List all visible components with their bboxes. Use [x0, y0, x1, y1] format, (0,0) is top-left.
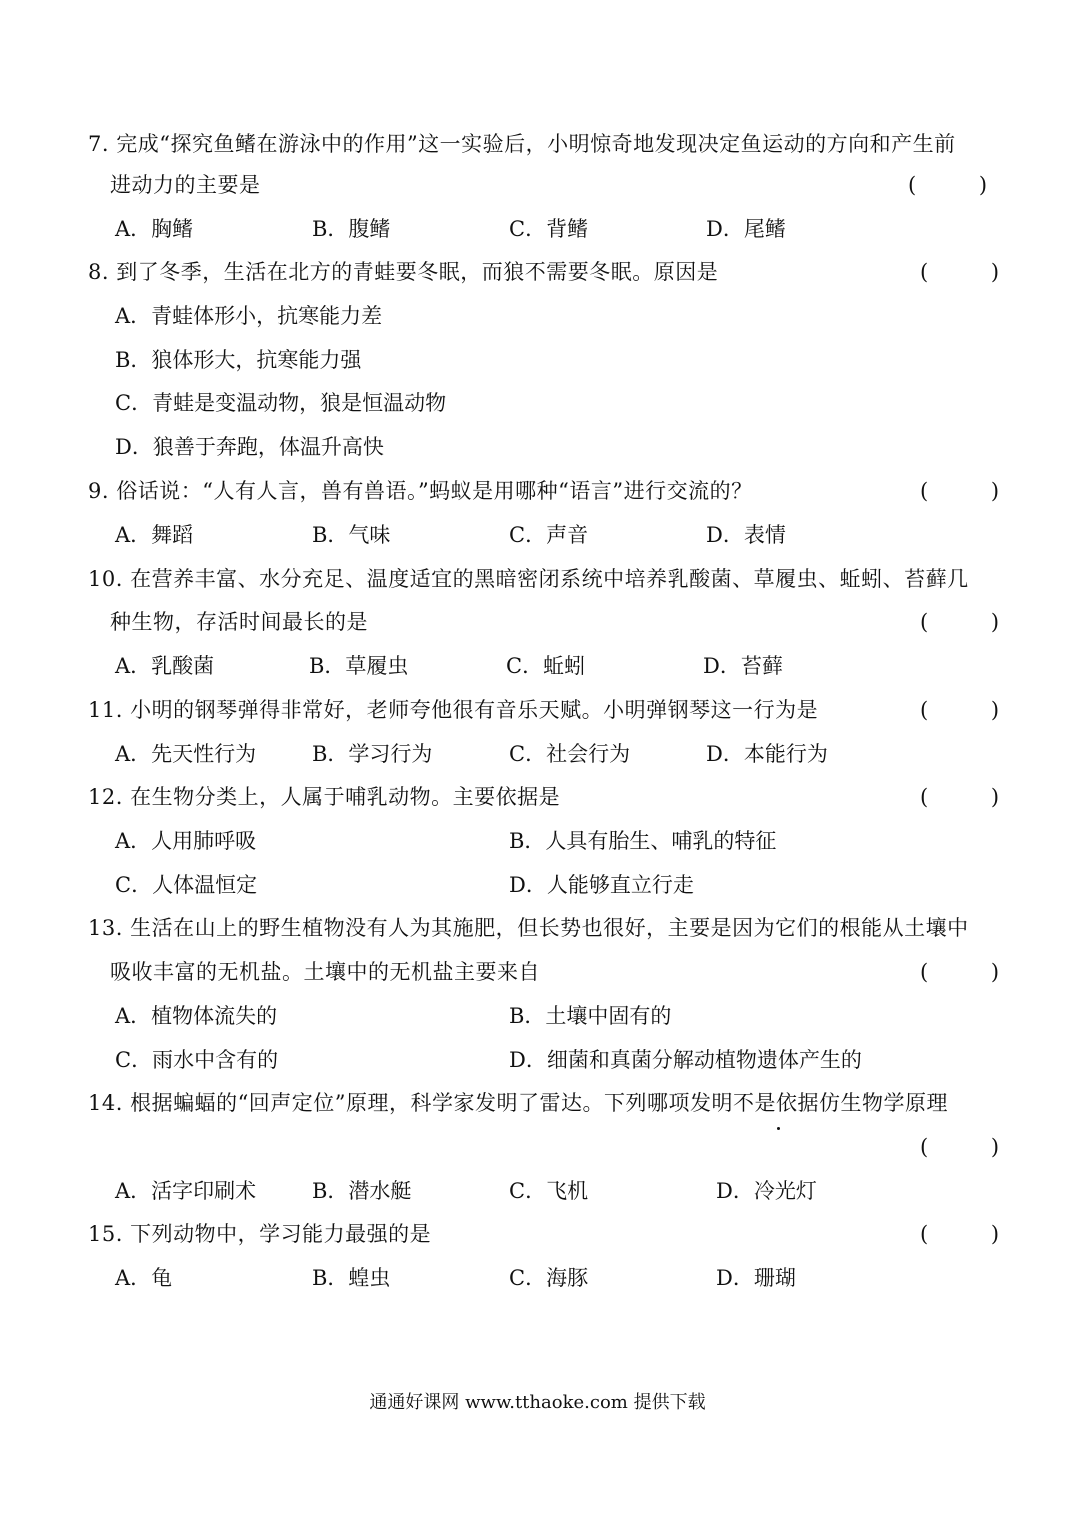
question-9-options: [0, 515, 1075, 555]
option-a: A．活字印刷术: [115, 1179, 257, 1203]
question-13-answer-blank: ( ): [920, 960, 1028, 984]
question-11-stem: 11. 小明的钢琴弹得非常好，老师夸他很有音乐天赋。小明弹钢琴这一行为是: [88, 698, 819, 722]
option-d: D．细菌和真菌分解动植物遗体产生的: [509, 1048, 862, 1072]
option-c: C．飞机: [509, 1179, 589, 1203]
question-7-stem-line: [0, 124, 1075, 164]
question-13-options-row-1: [0, 996, 1075, 1036]
page-footer: 通通好课网 www.tthaoke.com 提供下载: [369, 1392, 706, 1413]
option-c: C．社会行为: [509, 742, 631, 766]
option-c: C．蚯蚓: [506, 654, 586, 678]
question-14-stem-line: [0, 1083, 1075, 1123]
option-a: A．人用肺呼吸: [115, 829, 257, 853]
option-d: D．表情: [706, 523, 786, 547]
option-d: D．苔藓: [703, 654, 783, 678]
question-15-stem-line: [0, 1214, 1075, 1254]
question-14-answer-line: [0, 1127, 1075, 1167]
question-10-options: [0, 646, 1075, 686]
question-14-options: [0, 1171, 1075, 1211]
question-8-stem: 8. 到了冬季，生活在北方的青蛙要冬眠，而狼不需要冬眠。原因是: [88, 260, 719, 284]
question-14-answer-blank: ( ): [920, 1135, 1028, 1159]
option-c: C．声音: [509, 523, 589, 547]
question-13-stem-cont: 吸收丰富的无机盐。土壤中的无机盐主要来自: [110, 960, 540, 984]
option-b: B．草履虫: [309, 654, 409, 678]
question-11-answer-blank: ( ): [920, 698, 1028, 722]
question-13-stem-line: [0, 908, 1075, 948]
option-c: C．人体温恒定: [115, 873, 258, 897]
option-d: D．冷光灯: [716, 1179, 817, 1203]
option-a: A．胸鳍: [115, 217, 194, 241]
option-b: B．学习行为: [312, 742, 433, 766]
question-13-options-row-2: [0, 1040, 1075, 1080]
question-12-stem-line: [0, 777, 1075, 817]
question-12-answer-blank: ( ): [920, 785, 1028, 809]
option-a: A．龟: [115, 1266, 173, 1290]
question-7-answer-blank: ( ): [908, 173, 1016, 197]
option-c: C．雨水中含有的: [115, 1048, 279, 1072]
question-10-stem: 10. 在营养丰富、水分充足、温度适宜的黑暗密闭系统中培养乳酸菌、草履虫、蚯蚓、苔藓几: [88, 567, 969, 591]
option-c: C．背鳍: [509, 217, 589, 241]
option-b: B．气味: [312, 523, 391, 547]
option-b: B．土壤中固有的: [509, 1004, 672, 1028]
option-d: D．尾鳍: [706, 217, 786, 241]
option-a: A．先天性行为: [115, 742, 257, 766]
question-9-stem-line: [0, 471, 1075, 511]
option-a: A．舞蹈: [115, 523, 194, 547]
option-d: D．人能够直立行走: [509, 873, 694, 897]
question-7-stem-cont: 进动力的主要是: [110, 173, 261, 197]
question-15-answer-blank: ( ): [920, 1222, 1028, 1246]
question-8-option-b-line: [0, 340, 1075, 380]
option-d: D．本能行为: [706, 742, 828, 766]
question-9-stem: 9. 俗话说：“人有人言，兽有兽语。”蚂蚁是用哪种“语言”进行交流的？: [88, 479, 753, 503]
option-b: B．人具有胎生、哺乳的特征: [509, 829, 777, 853]
option-b: B．蝗虫: [312, 1266, 391, 1290]
question-8-stem-line: [0, 252, 1075, 292]
option-d: D．狼善于奔跑，体温升高快: [115, 435, 384, 459]
option-b: B．狼体形大，抗寒能力强: [115, 348, 362, 372]
question-10-stem-line: [0, 559, 1075, 599]
question-9-answer-blank: ( ): [920, 479, 1028, 503]
question-8-option-c-line: [0, 383, 1075, 423]
question-7-options: [0, 209, 1075, 249]
question-13-stem: 13. 生活在山上的野生植物没有人为其施肥，但长势也很好，主要是因为它们的根能从土壤中: [88, 916, 969, 940]
option-a: A．青蛙体形小，抗寒能力差: [115, 304, 383, 328]
question-8-answer-blank: ( ): [920, 260, 1028, 284]
option-c: C．青蛙是变温动物，狼是恒温动物: [115, 391, 447, 415]
question-10-stem-cont: 种生物，存活时间最长的是: [110, 610, 368, 634]
option-a: A．乳酸菌: [115, 654, 215, 678]
question-8-option-a-line: [0, 296, 1075, 336]
option-b: B．腹鳍: [312, 217, 391, 241]
question-12-options-row-2: [0, 865, 1075, 905]
question-7-stem-cont-line: [0, 165, 1075, 205]
question-10-answer-blank: ( ): [920, 610, 1028, 634]
question-13-stem-cont-line: [0, 952, 1075, 992]
question-8-option-d-line: [0, 427, 1075, 467]
question-11-stem-line: [0, 690, 1075, 730]
option-c: C．海豚: [509, 1266, 589, 1290]
question-12-options-row-1: [0, 821, 1075, 861]
question-11-options: [0, 734, 1075, 774]
question-10-stem-cont-line: [0, 602, 1075, 642]
option-d: D．珊瑚: [716, 1266, 796, 1290]
question-12-stem: 12. 在生物分类上，人属于哺乳动物。主要依据是: [88, 785, 561, 809]
option-b: B．潜水艇: [312, 1179, 412, 1203]
question-15-options: [0, 1258, 1075, 1298]
option-a: A．植物体流失的: [115, 1004, 278, 1028]
question-15-stem: 15. 下列动物中，学习能力最强的是: [88, 1222, 432, 1246]
question-14-stem: 14. 根据蝙蝠的“回声定位”原理，科学家发明了雷达。下列哪项发明不是依据仿生物学原理: [88, 1091, 949, 1115]
question-7-stem: 7. 完成“探究鱼鳍在游泳中的作用”这一实验后，小明惊奇地发现决定鱼运动的方向和产生前: [88, 132, 956, 156]
